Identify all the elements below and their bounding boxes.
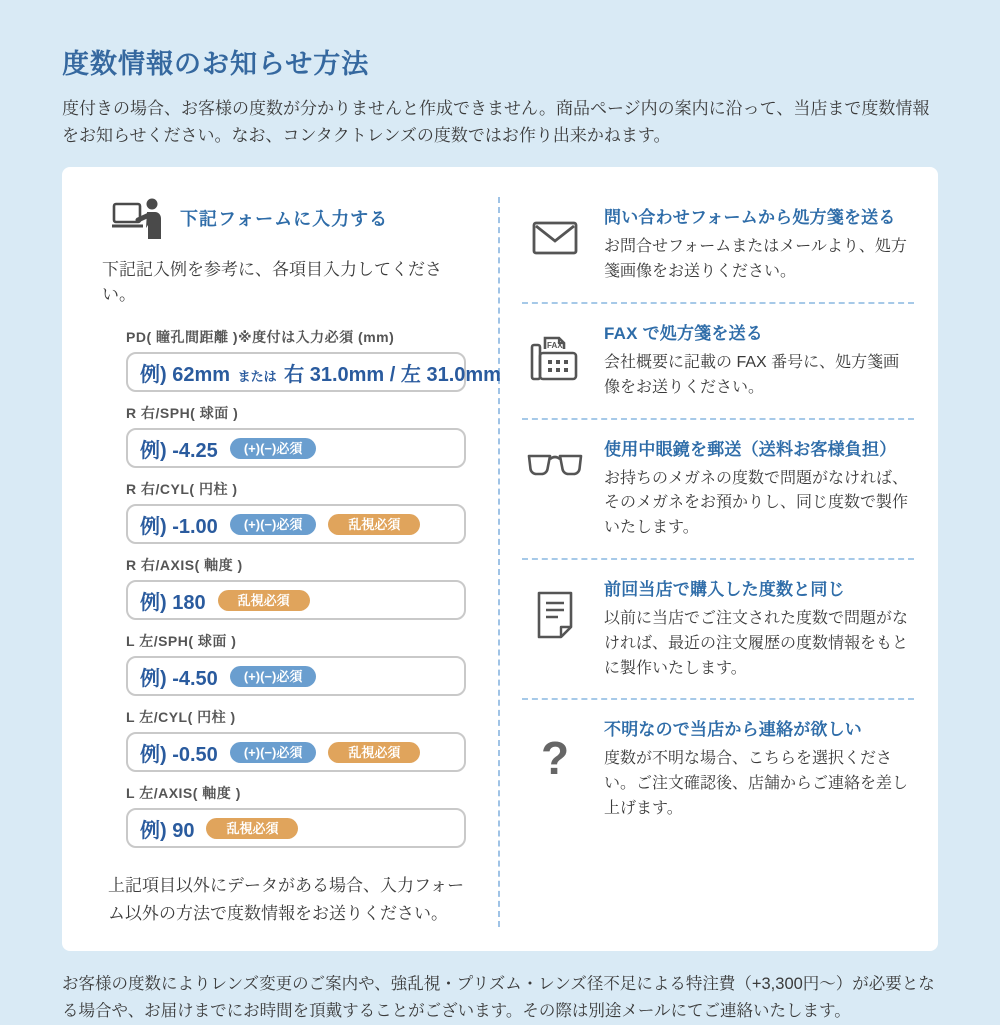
field-example-box [126,732,466,772]
sign-required-badge: (+)(−)必須 [230,666,317,687]
alternative-methods-column [500,197,914,926]
method-title: 問い合わせフォームから処方箋を送る [604,208,896,228]
field-label: R 右/AXIS( 軸度 ) [126,557,243,574]
astigmatism-required-badge: 乱視必須 [218,590,310,611]
form-field-group-r-sph [100,403,472,468]
form-subheading: 下記記入例を参考に、各項目入力してください。 [102,260,442,305]
field-example-value: 例) -1.00 [140,515,218,538]
person-at-laptop-icon [112,197,164,239]
method-body: 会社概要に記載の FAX 番号に、処方箋画像をお送りください。 [604,353,900,396]
method-item-mail-glasses [522,418,914,558]
question-mark-icon: ? [540,732,570,785]
field-example-value: 例) 90 [140,819,195,842]
field-label: R 右/SPH( 球面 ) [126,405,239,422]
field-label: PD( 瞳孔間距離 )※度付は入力必須 (mm) [126,329,395,346]
form-field-group-l-sph [100,631,472,696]
document-icon [522,575,588,681]
method-body: 以前に当店でご注文された度数で問題がなければ、最近の注文履歴の度数情報をもとに製作いたします。 [604,609,909,677]
astigmatism-required-badge: 乱視必須 [328,742,420,763]
form-field-group-r-axis [100,555,472,620]
form-header [100,197,472,239]
form-example-column [86,197,500,926]
field-example-box [126,504,466,544]
field-label: L 左/SPH( 球面 ) [126,633,237,650]
fax-icon [522,319,588,401]
form-field-group-l-cyl [100,707,472,772]
field-example-box [126,428,466,468]
form-note: 上記項目以外にデータがある場合、入力フォーム以外の方法で度数情報をお送りください。 [108,876,465,923]
methods-card [62,167,938,950]
method-item-unknown-contact-me [522,698,914,838]
astigmatism-required-badge: 乱視必須 [206,818,298,839]
method-item-previous-order [522,558,914,698]
glasses-icon [522,435,588,541]
field-example-value: 例) 62mm または 右 31.0mm / 左 31.0mm [140,363,501,386]
svg-text:FAX: FAX [547,340,563,350]
field-example-box [126,656,466,696]
form-section-heading: 下記フォームに入力する [180,209,389,230]
form-field-group-l-axis [100,783,472,848]
field-label: L 左/CYL( 円柱 ) [126,709,236,726]
field-label: L 左/AXIS( 軸度 ) [126,785,241,802]
mail-icon [522,203,588,285]
field-example-value: 例) -0.50 [140,743,218,766]
intro-text: 度付きの場合、お客様の度数が分かりませんと作成できません。商品ページ内の案内に沿って、当店まで度数情報をお知らせください。なお、コンタクトレンズの度数ではお作り出来かねます。 [62,99,930,146]
method-body: お持ちのメガネの度数で問題がなければ、そのメガネをお預かりし、同じ度数で製作いたします。 [604,469,909,537]
field-label: R 右/CYL( 円柱 ) [126,481,238,498]
sign-required-badge: (+)(−)必須 [230,742,317,763]
form-field-group-pd [100,327,501,392]
sign-required-badge: (+)(−)必須 [230,438,317,459]
field-example-box [126,808,466,848]
form-field-group-r-cyl [100,479,472,544]
page-title: 度数情報のお知らせ方法 [62,49,370,79]
method-title: 前回当店で購入した度数と同じ [604,579,845,599]
method-item-contact-form [522,197,914,302]
field-example-box [126,580,466,620]
field-example-value: 例) -4.50 [140,667,218,690]
sign-required-badge: (+)(−)必須 [230,514,317,535]
field-example-value: 例) 180 [140,591,206,614]
method-item-fax [522,302,914,418]
method-body: 度数が不明な場合、こちらを選択ください。ご注文確認後、店舗からご連絡を差し上げます。 [604,750,909,817]
field-example-value: 例) -4.25 [140,439,218,462]
method-title: 不明なので当店から連絡が欲しい [604,720,862,740]
footer-note: お客様の度数によりレンズ変更のご案内や、強乱視・プリズム・レンズ径不足による特注費（+3,300円〜）が必要となる場合や、お届けまでにお時間を頂戴することがございます。その際は別途メールにてご連絡いたします。 [62,974,935,1020]
method-body: お問合せフォームまたはメールより、処方箋画像をお送りください。 [604,238,907,281]
method-title: 使用中眼鏡を郵送（送料お客様負担） [604,439,897,459]
field-example-box [126,352,501,392]
method-title: FAX で処方箋を送る [604,323,763,343]
astigmatism-required-badge: 乱視必須 [328,514,420,535]
